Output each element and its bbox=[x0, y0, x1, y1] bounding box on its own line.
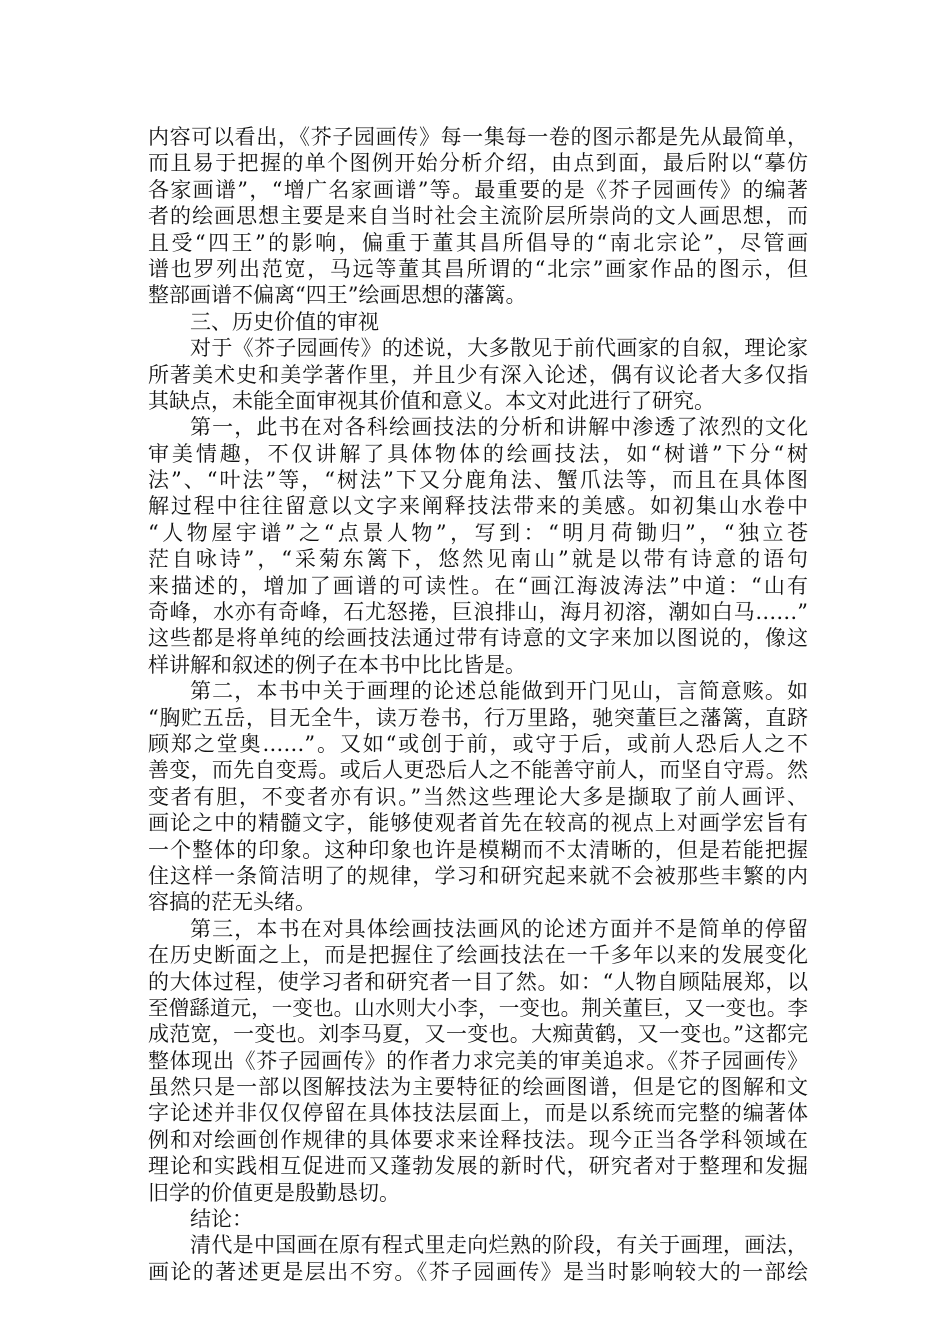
text-line: 者的绘画思想主要是来自当时社会主流阶层所崇尚的文人画思想，而 bbox=[148, 204, 808, 229]
text-line: 顾郑之堂奥……”。又如“或创于前，或守于后，或前人恐后人之不 bbox=[148, 731, 808, 756]
text-line: 理论和实践相互促进而又蓬勃发展的新时代，研究者对于整理和发掘 bbox=[148, 1154, 808, 1179]
text-line: 容搞的茫无头绪。 bbox=[148, 890, 316, 915]
text-line: 画论之中的精髓文字，能够使观者首先在较高的视点上对画学宏旨有 bbox=[148, 811, 808, 836]
text-line: 茫自咏诗”，“采菊东篱下，悠然见南山”就是以带有诗意的语句 bbox=[148, 547, 808, 572]
text-line: 虽然只是一部以图解技法为主要特征的绘画图谱，但是它的图解和文 bbox=[148, 1075, 808, 1100]
text-line: “人物屋宇谱”之“点景人物”，写到：“明月荷锄归”，“独立苍 bbox=[148, 520, 808, 545]
text-line: 第三，本书在对具体绘画技法画风的论述方面并不是简单的停留 bbox=[190, 916, 808, 941]
text-line: 成范宽，一变也。刘李马夏，又一变也。大痴黄鹤，又一变也。”这都完 bbox=[148, 1022, 808, 1047]
text-line: 画论的著述更是层出不穷。《芥子园画传》是当时影响较大的一部绘 bbox=[148, 1259, 808, 1284]
text-line: 的大体过程，使学习者和研究者一目了然。如：“人物自顾陆展郑，以 bbox=[148, 969, 808, 994]
text-line: 至僧繇道元，一变也。山水则大小李，一变也。荆关董巨，又一变也。李 bbox=[148, 995, 808, 1020]
text-line: 谱也罗列出范宽，马远等董其昌所谓的“北宗”画家作品的图示，但 bbox=[148, 256, 808, 281]
text-line: 且受“四王”的影响，偏重于董其昌所倡导的“南北宗论”，尽管画 bbox=[148, 230, 808, 255]
text-line: 解过程中往往留意以文字来阐释技法带来的美感。如初集山水卷中 bbox=[148, 494, 808, 519]
text-line: 各家画谱”，“增广名家画谱”等。最重要的是《芥子园画传》的编著 bbox=[148, 177, 808, 202]
text-line: 法”、“叶法”等，“树法”下又分鹿角法、蟹爪法等，而且在具体图 bbox=[148, 468, 808, 493]
text-line: 对于《芥子园画传》的述说，大多散见于前代画家的自叙，理论家 bbox=[190, 336, 808, 361]
text-line: 一个整体的印象。这种印象也许是模糊而不太清晰的，但是若能把握 bbox=[148, 837, 808, 862]
text-line: “胸贮五岳，目无全牛，读万卷书，行万里路，驰突董巨之藩篱，直跻 bbox=[148, 705, 808, 730]
text-line: 样讲解和叙述的例子在本书中比比皆是。 bbox=[148, 652, 526, 677]
text-line: 所著美术史和美学著作里，并且少有深入论述，偶有议论者大多仅指 bbox=[148, 362, 808, 387]
text-line: 整部画谱不偏离“四王”绘画思想的藩篱。 bbox=[148, 283, 527, 308]
text-line: 审美情趣，不仅讲解了具体物体的绘画技法，如“树谱”下分“树 bbox=[148, 441, 808, 466]
text-line: 这些都是将单纯的绘画技法通过带有诗意的文字来加以图说的，像这 bbox=[148, 626, 808, 651]
text-line: 奇峰，水亦有奇峰，石尤怒捲，巨浪排山，海月初溶，潮如白马……” bbox=[148, 600, 808, 625]
text-line: 清代是中国画在原有程式里走向烂熟的阶段，有关于画理，画法， bbox=[190, 1233, 808, 1258]
text-line: 例和对绘画创作规律的具体要求来诠释技法。现今正当各学科领域在 bbox=[148, 1127, 808, 1152]
text-line: 住这样一条简洁明了的规律，学习和研究起来就不会被那些丰繁的内 bbox=[148, 863, 808, 888]
text-line: 字论述并非仅仅停留在具体技法层面上，而是以系统而完整的编著体 bbox=[148, 1101, 808, 1126]
document-body-text bbox=[148, 124, 808, 1285]
text-line: 旧学的价值更是殷勤恳切。 bbox=[148, 1180, 400, 1205]
text-line: 其缺点，未能全面审视其价值和意义。本文对此进行了研究。 bbox=[148, 388, 715, 413]
text-line: 善变，而先自变焉。或后人更恐后人之不能善守前人，而坚自守焉。然 bbox=[148, 758, 808, 783]
text-line: 结论： bbox=[190, 1207, 253, 1232]
text-line: 第一，此书在对各科绘画技法的分析和讲解中渗透了浓烈的文化 bbox=[190, 415, 808, 440]
text-line: 第二，本书中关于画理的论述总能做到开门见山，言简意赅。如 bbox=[190, 679, 808, 704]
text-line: 而且易于把握的单个图例开始分析介绍，由点到面，最后附以“摹仿 bbox=[148, 151, 808, 176]
text-line: 整体现出《芥子园画传》的作者力求完美的审美追求。《芥子园画传》 bbox=[148, 1048, 808, 1073]
text-line: 三、历史价值的审视 bbox=[190, 309, 379, 334]
text-line: 内容可以看出，《芥子园画传》每一集每一卷的图示都是先从最简单， bbox=[148, 125, 808, 149]
text-line: 在历史断面之上，而是把握住了绘画技法在一千多年以来的发展变化 bbox=[148, 943, 808, 968]
text-line: 来描述的，增加了画谱的可读性。在“画江海波涛法”中道：“山有 bbox=[148, 573, 808, 598]
text-line: 变者有胆，不变者亦有识。”当然这些理论大多是撷取了前人画评、 bbox=[148, 784, 808, 809]
